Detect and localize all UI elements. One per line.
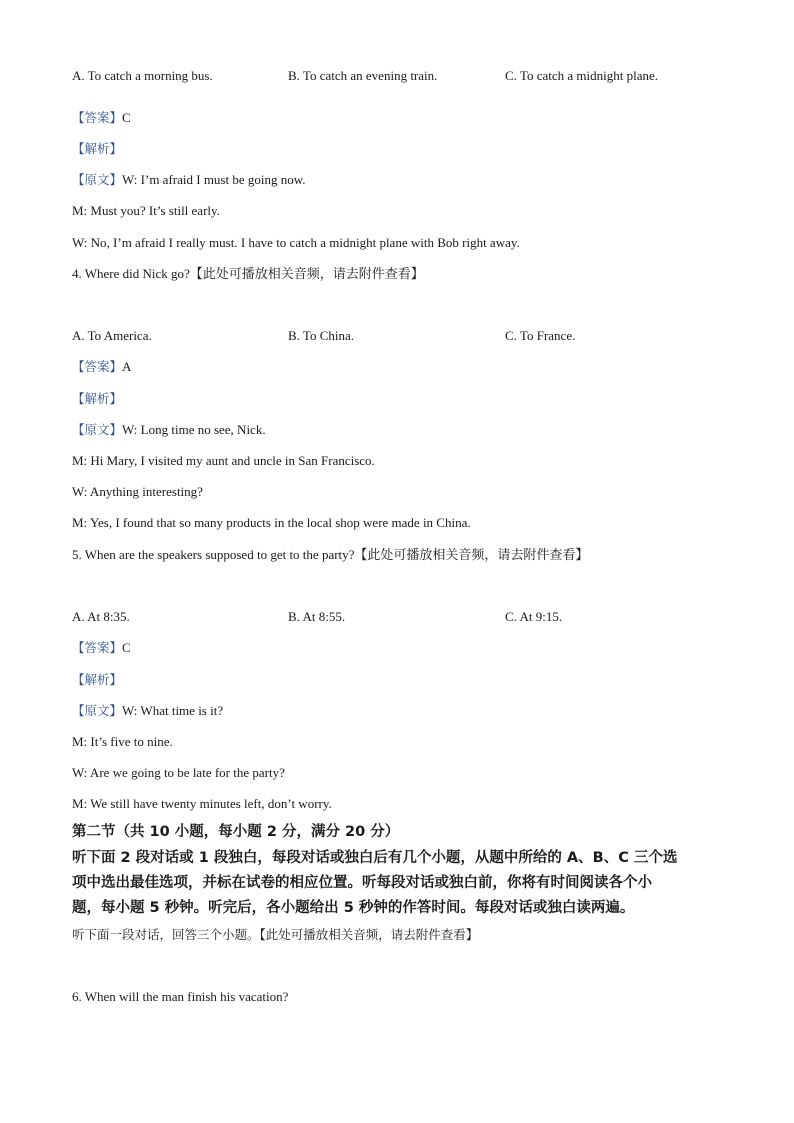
section2-listen-note: 听下面一段对话，回答三个小题。【此处可播放相关音频，请去附件查看】 [72, 927, 479, 942]
q3-analysis-tag: 【解析】 [72, 141, 123, 156]
q4-option-b: B. To China. [288, 328, 355, 343]
q3-option-a: A. To catch a morning bus. [72, 68, 213, 83]
original-tag: 【原文】 [72, 422, 123, 437]
q3-original-line-2: M: Must you? It’s still early. [72, 203, 220, 218]
q5-option-a: A. At 8:35. [72, 609, 130, 624]
section2-instruction-1: 听下面 2 段对话或 1 段独白，每段对话或独白后有几个小题，从题中所给的 A、B、C 三个选 [72, 850, 678, 866]
q3-original-line-3: W: No, I’m afraid I really must. I have to catch a midnight plane with Bob right away. [72, 235, 520, 250]
answer-tag: 【答案】 [72, 110, 123, 125]
original-tag: 【原文】 [72, 172, 123, 187]
q5-question: 5. When are the speakers supposed to get to the party?【此处可播放相关音频，请去附件查看】 [72, 547, 589, 562]
answer-value: A [122, 359, 132, 374]
q4-original-line-3: W: Anything interesting? [72, 484, 203, 499]
answer-tag: 【答案】 [72, 640, 123, 655]
q3-original-line-1 [72, 172, 306, 188]
q3-option-b: B. To catch an evening train. [288, 68, 438, 83]
q5-option-b: B. At 8:55. [288, 609, 346, 624]
section2-title: 第二节（共 10 小题，每小题 2 分，满分 20 分） [72, 824, 400, 840]
q5-original-line-4: M: We still have twenty minutes left, don’t worry. [72, 796, 332, 811]
q5-original-line-2: M: It’s five to nine. [72, 734, 173, 749]
q4-original-line-4: M: Yes, I found that so many products in the local shop were made in China. [72, 515, 471, 530]
q4-original-line-2: M: Hi Mary, I visited my aunt and uncle in San Francisco. [72, 453, 375, 468]
q4-question: 4. Where did Nick go?【此处可播放相关音频，请去附件查看】 [72, 266, 424, 281]
q4-analysis-tag: 【解析】 [72, 391, 123, 406]
answer-value: C [122, 110, 131, 125]
section2-instruction-3: 题，每小题 5 秒钟。听完后，各小题给出 5 秒钟的作答时间。每段对话或独白读两遍。 [72, 900, 635, 916]
answer-tag: 【答案】 [72, 359, 123, 374]
q5-option-c: C. At 9:15. [505, 609, 563, 624]
q3-option-c: C. To catch a midnight plane. [505, 68, 659, 83]
q6-question: 6. When will the man finish his vacation? [72, 989, 289, 1004]
q5-original-line-3: W: Are we going to be late for the party? [72, 765, 285, 780]
section2-instruction-2: 项中选出最佳选项，并标在试卷的相应位置。听每段对话或独白前，你将有时间阅读各个小 [72, 875, 652, 891]
q4-option-a: A. To America. [72, 328, 152, 343]
original-tag: 【原文】 [72, 703, 123, 718]
q5-answer [72, 640, 131, 656]
q4-answer [72, 359, 131, 375]
q4-original-line-1 [72, 422, 266, 438]
answer-value: C [122, 640, 131, 655]
q4-option-c: C. To France. [505, 328, 576, 343]
dialogue-text: W: What time is it? [122, 703, 224, 718]
q5-analysis-tag: 【解析】 [72, 672, 123, 687]
q3-answer [72, 110, 131, 126]
dialogue-text: W: I’m afraid I must be going now. [122, 172, 306, 187]
q5-original-line-1 [72, 703, 223, 719]
dialogue-text: W: Long time no see, Nick. [122, 422, 266, 437]
